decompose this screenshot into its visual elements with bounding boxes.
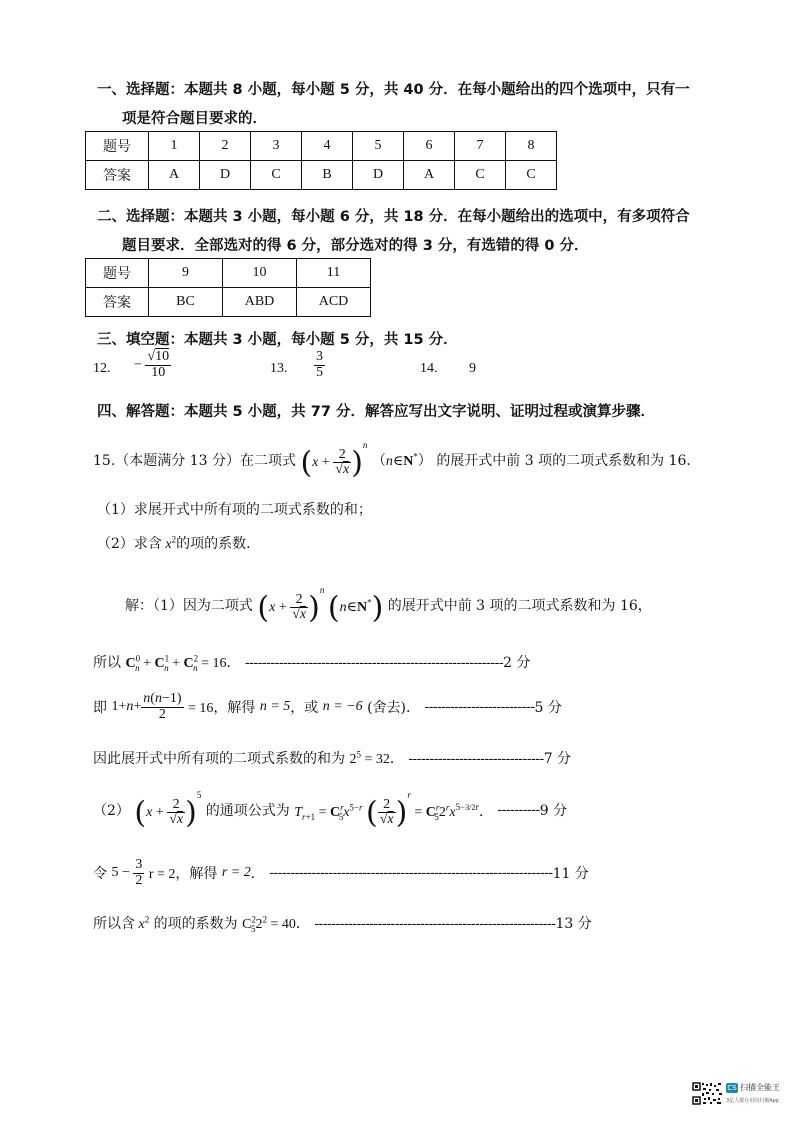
problem15-binomial: (x + $\frac{2}{√x}$ )$^n$: [300, 440, 368, 481]
solution-line4: [93, 748, 571, 768]
solution-line6-dash: -------------------------------------------------------------------: [269, 865, 553, 882]
solution-line5-score: 9 分: [539, 803, 568, 820]
solution-line4-score: 7 分: [543, 751, 572, 767]
row-label: 答案: [86, 161, 149, 190]
solution-line4-eq: = 32．: [364, 752, 404, 767]
q13-fraction: [314, 350, 325, 380]
q12-denominator: 10: [151, 364, 166, 380]
table-cell: 11: [297, 259, 371, 288]
problem15-prefix: 15.（本题满分 13 分）在二项式: [93, 453, 296, 470]
table-cell: A: [404, 161, 455, 190]
section1-heading-line2: 项是符合题目要求的．: [122, 111, 267, 127]
q13-denominator: 5: [316, 364, 323, 380]
solution-line4-text: 因此展开式中所有项的二项式系数的和为: [93, 751, 345, 767]
solution-line7-formula: $C^2_52^2$: [242, 914, 267, 934]
solution-line7-mid: 的项的系数为: [153, 916, 238, 932]
problem15-q1: （1）求展开式中所有项的二项式系数的和；: [97, 502, 372, 518]
solution-line2-eq: = 16．: [201, 656, 241, 671]
table-row: [86, 161, 557, 190]
table-cell: 4: [302, 132, 353, 161]
table-cell: A: [149, 161, 200, 190]
solution-line5-pre: （2）: [93, 803, 130, 820]
qr-code-icon: [692, 1082, 724, 1106]
solution-line3-pre: 即: [93, 700, 107, 717]
solution-line6-mid: r = 2，解得: [148, 867, 218, 883]
solution-line6-formula: 5 − $\frac{3}{2}$: [111, 857, 143, 888]
q12-numerator: 10: [155, 349, 170, 364]
solution-line7-eq: = 40．: [270, 917, 310, 932]
solution-line2-score: 2 分: [503, 655, 531, 671]
section2-answer-table: [85, 258, 371, 317]
problem15-suffix: 的展开式中前 3 项的二项式系数和为 16．: [436, 453, 701, 470]
table-cell: D: [353, 161, 404, 190]
solution-line1-post: 的展开式中前 3 项的二项式系数和为 16，: [387, 598, 652, 615]
solution-line2-dash: -------------------------------------------------------------: [245, 655, 504, 671]
table-cell: ACD: [297, 288, 371, 317]
table-cell: C: [455, 161, 506, 190]
q14-label: 14.: [420, 361, 438, 376]
q13-label: 13.: [270, 361, 288, 376]
table-cell: ABD: [223, 288, 297, 317]
solution-line4-dash: --------------------------------: [408, 751, 544, 767]
problem15-q2: （2）求含 $x^2$的项的系数．: [97, 534, 261, 552]
table-cell: 2: [200, 132, 251, 161]
solution-line4-power: $2^5$: [349, 749, 361, 767]
table-row: [86, 132, 557, 161]
table-cell: BC: [149, 288, 223, 317]
solution-line3-n2: n = −6: [322, 699, 363, 715]
table-cell: 1: [149, 132, 200, 161]
solution-line3: [93, 692, 562, 722]
solution-line7-dash: ---------------------------------------------------------: [314, 916, 556, 932]
solution-line5-binomial: (x + $\frac{2}{√x}$ )$^5$: [134, 790, 202, 831]
table-cell: 10: [223, 259, 297, 288]
solution-line7-score: 13 分: [555, 916, 592, 932]
table-row: [86, 288, 371, 317]
table-cell: C: [506, 161, 557, 190]
solution-line5-formula: $T_{r+1} = C^r_5x^{5-r}$ ( $\frac{2}{√x}$ )$^r = C^r_52^rx^{5-3/2r}$．: [294, 790, 493, 831]
problem15-domain: （n∈N*）: [371, 451, 432, 470]
section2-heading-line2: 题目要求．全部选对的得 6 分，部分选对的得 3 分，有选错的得 0 分．: [122, 238, 589, 254]
solution-line5-mid: 的通项公式为: [205, 803, 290, 820]
watermark-app-name: 扫描全能王: [740, 1083, 780, 1092]
problem15-q2-post: 的项的系数．: [176, 536, 261, 552]
solution-line3-score: 5 分: [534, 700, 562, 717]
solution-line1-pre: 解：（1）因为二项式: [125, 598, 253, 615]
solution-line7: 所以含 $x^2$ 的项的系数为 $C^2_52^2 = 40$． ---------------------------------------------------------13 分: [93, 914, 592, 934]
solution-line2: [93, 652, 530, 673]
table-cell: B: [302, 161, 353, 190]
solution-line3-dash: --------------------------: [424, 699, 535, 716]
section2-heading-line1: 二、选择题：本题共 3 小题，每小题 6 分，共 18 分．在每小题给出的选项中，有多项符合: [97, 209, 690, 225]
solution-line5-dash: ----------: [497, 802, 540, 819]
table-cell: 5: [353, 132, 404, 161]
row-label: 题号: [86, 259, 149, 288]
solution-line3-n1: n = 5: [259, 699, 291, 715]
solution-line6: 令 5 − $\frac{3}{2}$ r = 2，解得 r = 2． -------------------------------------------------------------------11 分: [93, 857, 589, 888]
table-row: [86, 259, 371, 288]
solution-line6-pre: 令: [93, 866, 107, 883]
problem15-q2-pre: （2）求含: [97, 536, 162, 552]
q12-label: 12.: [93, 361, 111, 376]
table-cell: 9: [149, 259, 223, 288]
solution-line7-pre: 所以含: [93, 916, 135, 932]
q13-numerator: 3: [316, 349, 323, 364]
solution-line3-or: ，或: [290, 700, 319, 717]
solution-line2-pre: 所以: [93, 655, 121, 671]
section4-heading: 四、解答题：本题共 5 小题，共 77 分．解答应写出文字说明、证明过程或演算步骤．: [97, 404, 655, 420]
table-cell: 8: [506, 132, 557, 161]
solution-line6-r: r = 2: [221, 865, 251, 881]
row-label: 题号: [86, 132, 149, 161]
q12-fraction: $\frac{√10}{10}$: [147, 349, 170, 380]
row-label: 答案: [86, 288, 149, 317]
solution-line3-mid: = 16，解得: [187, 701, 256, 717]
solution-line2-formula: $C^0_n + C^1_n + C^2_n$: [125, 653, 199, 673]
solution-line3-formula: 1+n+ $\frac{n(n-1)}{2}$: [111, 691, 182, 722]
solution-line5: [93, 790, 567, 830]
solution-line1: [125, 585, 652, 625]
table-cell: 6: [404, 132, 455, 161]
q12-sign: −: [134, 357, 142, 373]
solution-binomial: (x + $\frac{2}{√x}$ )$^n$ (n∈N*): [257, 585, 384, 626]
q13-answer: [314, 350, 325, 380]
section1-answer-table: [85, 131, 557, 190]
section1-heading-line1: 一、选择题：本题共 8 小题，每小题 5 分，共 40 分．在每小题给出的四个选项中，只有一: [97, 82, 690, 98]
section3-heading: 三、填空题：本题共 3 小题，每小题 5 分，共 15 分．: [97, 332, 458, 348]
solution-line6-score: 11 分: [552, 866, 589, 883]
table-cell: 3: [251, 132, 302, 161]
solution-line3-discard: (舍去)．: [367, 700, 421, 717]
q12-answer: [134, 350, 171, 380]
watermark-tagline: 3亿人都在用的扫描App: [726, 1098, 779, 1104]
problem15-statement: [93, 440, 700, 480]
table-cell: C: [251, 161, 302, 190]
table-cell: D: [200, 161, 251, 190]
table-cell: 7: [455, 132, 506, 161]
q14-answer: 9: [469, 361, 476, 376]
scanner-app-logo-icon: CS: [727, 1084, 737, 1092]
